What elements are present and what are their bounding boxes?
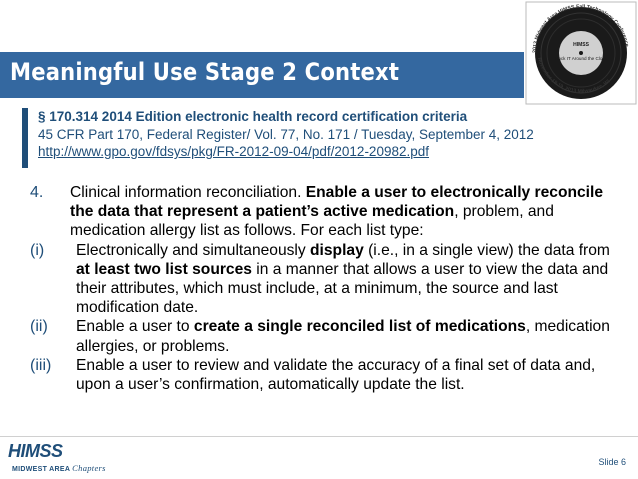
emphasis-text: create a single reconciled list of medications	[193, 318, 526, 336]
footer-divider	[0, 436, 638, 437]
record-graphic	[524, 0, 638, 106]
himss-logo: HIMSS	[8, 441, 63, 461]
criteria-item	[30, 241, 610, 318]
plain-text: Electronically and simultaneously	[76, 241, 311, 259]
slide-number: Slide 6	[598, 457, 626, 467]
badge-date-text: November 18-19, 2013 Milwaukee, WI	[536, 56, 612, 95]
citation-title: § 170.314 2014 Edition electronic health record certification criteria	[38, 109, 468, 124]
criteria-item-text	[76, 317, 610, 355]
conference-record-badge	[524, 0, 638, 106]
citation-reference: 45 CFR Part 170, Federal Register/ Vol. 77, No. 171 / Tuesday, September 4, 2012	[38, 126, 534, 142]
criteria-item	[30, 317, 610, 355]
plain-text: Enable a user to	[76, 318, 194, 336]
midwest-chapters-logo-text	[12, 463, 106, 473]
criteria-item-text	[70, 183, 610, 241]
criteria-item-marker: 4.	[30, 184, 44, 201]
plain-text: , medication allergies, or problems.	[76, 318, 610, 355]
logo-sub-label: MIDWEST AREA	[12, 466, 70, 473]
emphasis-text: display	[310, 241, 364, 259]
plain-text: Enable a user to review and validate the accuracy of a final set of data and, upon a user’s confirmation, automatically update the list.	[76, 356, 596, 394]
criteria-item	[30, 183, 610, 241]
plain-text: , problem, and medication allergy list as follows. For each list type:	[70, 203, 554, 240]
plain-text: in a manner that allows a user to view the data and their attributes, which must include, at a minimum, the source and last modification date.	[76, 260, 609, 317]
badge-label-mid: Rock IT Around the Clock	[554, 56, 608, 61]
citation-link[interactable]: http://www.gpo.gov/fdsys/pkg/FR-2012-09-04/pdf/2012-20982.pdf	[38, 144, 429, 159]
citation-block	[22, 108, 598, 168]
criteria-item-text	[76, 241, 610, 318]
emphasis-text: at least two list sources	[76, 260, 252, 278]
criteria-item	[30, 356, 610, 394]
badge-label-top: HIMSS	[573, 42, 589, 48]
plain-text: Clinical information reconciliation.	[70, 184, 306, 201]
criteria-item-text	[76, 356, 610, 394]
slide-title: Meaningful Use Stage 2 Context	[10, 58, 400, 86]
criteria-list	[30, 183, 610, 394]
criteria-item-marker: (i)	[30, 241, 45, 259]
badge-ring-text: 2013 Midwest Area HIMSS Fall Technology Conference	[531, 3, 630, 54]
criteria-item-marker: (iii)	[30, 356, 52, 374]
criteria-item-marker: (ii)	[30, 318, 48, 336]
plain-text: (i.e., in a single view) the data from	[363, 241, 610, 259]
emphasis-text: Enable a user to electronically reconcile the data that represent a patient’s active medication	[70, 184, 604, 221]
logo-chapters-label: Chapters	[72, 463, 106, 473]
